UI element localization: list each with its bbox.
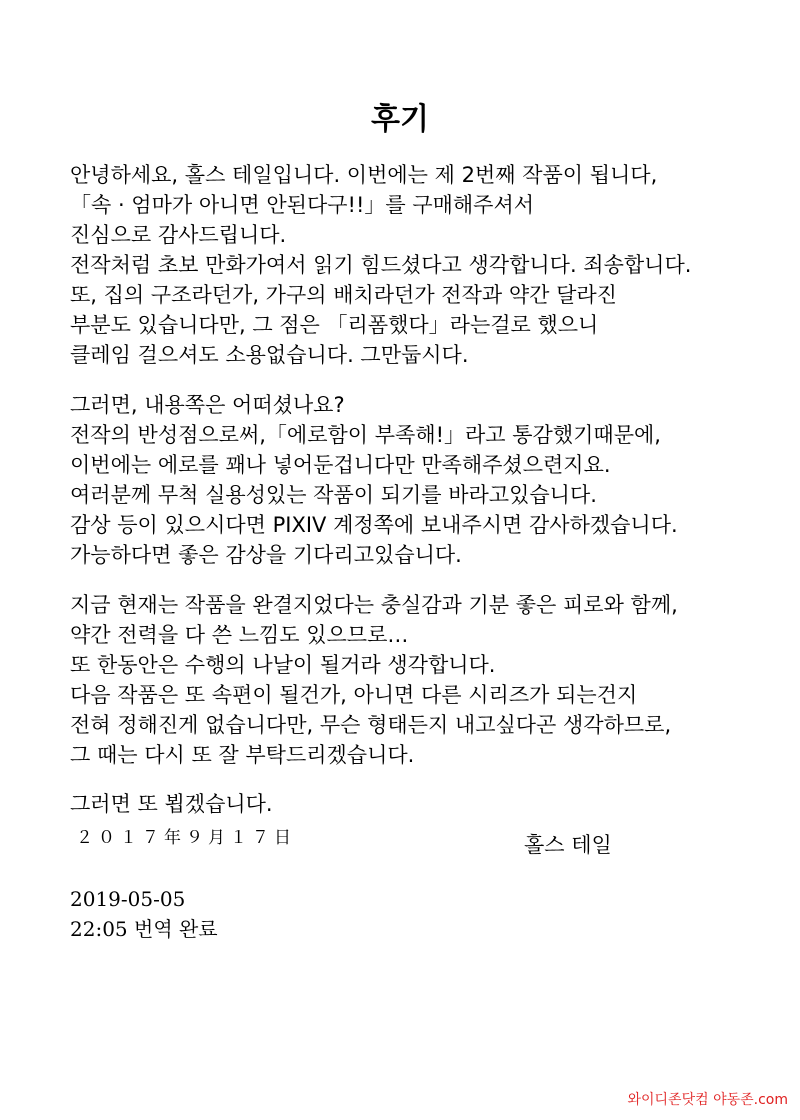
text-line: 안녕하세요, 홀스 테일입니다. 이번에는 제 2번째 작품이 됩니다, [70, 163, 658, 187]
text-line: 전작처럼 초보 만화가여서 읽기 힘드셨다고 생각합니다. 죄송합니다. [70, 253, 692, 277]
text-line: 전혀 정해진게 없습니다만, 무슨 형태든지 내고싶다곤 생각하므로, [70, 713, 672, 737]
page-title: 후기 [371, 102, 429, 137]
text-line: 지금 현재는 작품을 완결지었다는 충실감과 기분 좋은 피로와 함께, [70, 593, 678, 617]
translation-time-note: 22:05 번역 완료 [70, 917, 218, 941]
text-line: 클레임 걸으셔도 소용없습니다. 그만둡시다. [70, 343, 469, 367]
text-line: 또 한동안은 수행의 나날이 될거라 생각합니다. [70, 653, 496, 677]
text-line: 전작의 반성점으로써,「에로함이 부족해!」라고 통감했기때문에, [70, 423, 661, 447]
text-line: 또, 집의 구조라던가, 가구의 배치라던가 전작과 약간 달라진 [70, 283, 617, 307]
signature-date: ２０１７年９月１７日 [76, 828, 296, 848]
paragraph-content [70, 390, 678, 570]
text-line: 그 때는 다시 또 잘 부탁드리겠습니다. [70, 743, 415, 767]
translator-note [70, 884, 218, 944]
paragraph-future [70, 590, 678, 770]
text-line: 그러면, 내용쪽은 어떠셨나요? [70, 393, 345, 417]
paragraph-greeting [70, 160, 691, 370]
watermark-text: 와이디존닷컴 야동존.com [627, 1092, 788, 1108]
text-line: 이번에는 에로를 꽤나 넣어둔겁니다만 만족해주셨으련지요. [70, 453, 611, 477]
text-line: 그러면 또 뵙겠습니다. [70, 792, 273, 816]
text-line: 「속 · 엄마가 아니면 안된다구!!」를 구매해주셔서 [70, 193, 535, 217]
author-name: 홀스 테일 [524, 833, 612, 857]
text-line: 가능하다면 좋은 감상을 기다리고있습니다. [70, 543, 462, 567]
text-line: 진심으로 감사드립니다. [70, 223, 287, 247]
text-line: 여러분께 무척 실용성있는 작품이 되기를 바라고있습니다. [70, 483, 597, 507]
text-line: 다음 작품은 또 속편이 될건가, 아니면 다른 시리즈가 되는건지 [70, 683, 638, 707]
translation-date: 2019-05-05 [70, 887, 186, 911]
paragraph-closing [70, 789, 273, 819]
text-line: 약간 전력을 다 쓴 느낌도 있으므로… [70, 623, 409, 647]
text-line: 감상 등이 있으시다면 PIXIV 계정쪽에 보내주시면 감사하겠습니다. [70, 513, 678, 537]
text-line: 부분도 있습니다만, 그 점은 「리폼했다」라는걸로 했으니 [70, 313, 599, 337]
